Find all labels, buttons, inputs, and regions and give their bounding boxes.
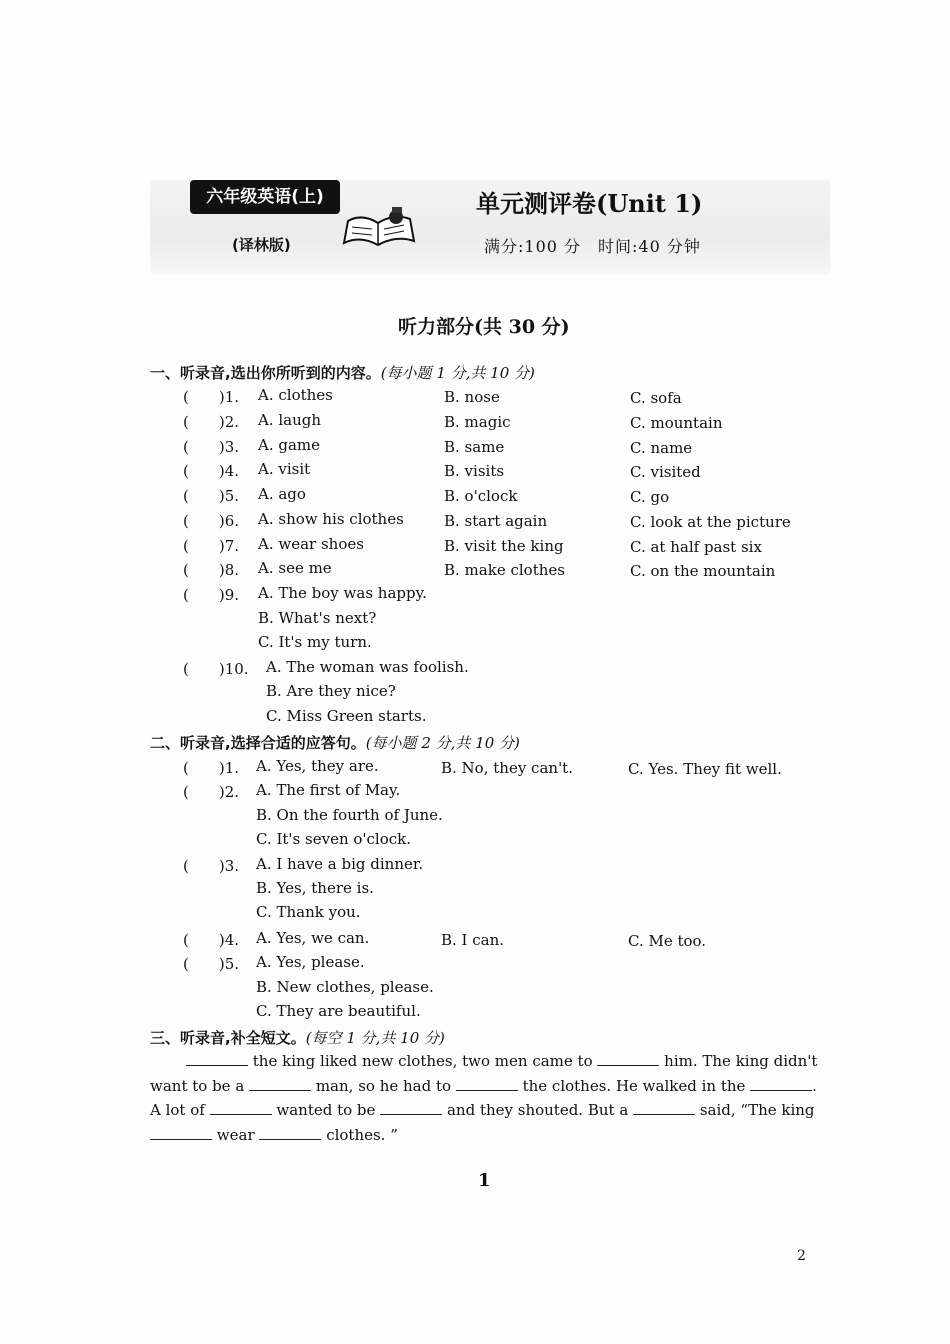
cloze-text: wanted to be bbox=[276, 1101, 376, 1119]
option-c: C. They are beautiful. bbox=[256, 1002, 421, 1020]
option-b: B. visit the king bbox=[444, 537, 564, 555]
sheet-number: 2 bbox=[797, 1248, 806, 1264]
part2-title bbox=[150, 732, 520, 753]
answer-blank[interactable] bbox=[259, 1127, 321, 1140]
option-b: B. What's next? bbox=[258, 609, 377, 627]
page-number: 1 bbox=[478, 1170, 491, 1191]
question-number: ( )4. bbox=[183, 462, 240, 480]
question-number: ( )2. bbox=[183, 413, 240, 431]
answer-blank[interactable] bbox=[210, 1102, 272, 1115]
option-c: C. look at the picture bbox=[630, 513, 791, 531]
cloze-text: clothes. ” bbox=[326, 1126, 398, 1144]
option-a: A. visit bbox=[258, 460, 311, 478]
question-number: ( )5. bbox=[183, 487, 240, 505]
option-c: C. at half past six bbox=[630, 538, 762, 556]
cloze-text: said, “The king bbox=[699, 1101, 815, 1119]
grade-badge: 六年级英语(上) bbox=[190, 180, 340, 214]
question-number: ( )5. bbox=[183, 955, 240, 973]
option-b: B. nose bbox=[444, 388, 500, 406]
answer-blank[interactable] bbox=[249, 1078, 311, 1091]
book-icon bbox=[340, 205, 420, 255]
answer-blank[interactable] bbox=[633, 1102, 695, 1115]
question-number: ( )3. bbox=[183, 857, 240, 875]
option-a: A. clothes bbox=[258, 386, 333, 404]
option-c: C. Yes. They fit well. bbox=[628, 760, 782, 778]
option-a: A. show his clothes bbox=[258, 510, 404, 528]
option-c: C. Miss Green starts. bbox=[266, 707, 427, 725]
part2-scoring-note: (每小题 2 分,共 10 分) bbox=[365, 734, 520, 752]
answer-blank[interactable] bbox=[380, 1102, 442, 1115]
option-c: C. It's seven o'clock. bbox=[256, 830, 412, 848]
option-c: C. mountain bbox=[630, 414, 723, 432]
option-a: A. I have a big dinner. bbox=[256, 855, 424, 873]
answer-blank[interactable] bbox=[150, 1127, 212, 1140]
cloze-line-2: want to be a man, so he had to the clothes. He walked in the . bbox=[150, 1077, 817, 1095]
option-c: C. sofa bbox=[630, 389, 682, 407]
cloze-text: wear bbox=[216, 1126, 255, 1144]
option-a: A. The boy was happy. bbox=[258, 584, 427, 602]
option-c: C. name bbox=[630, 439, 693, 457]
option-a: A. The woman was foolish. bbox=[266, 658, 469, 676]
option-c: C. Me too. bbox=[628, 932, 707, 950]
cloze-text: man, so he had to bbox=[315, 1077, 452, 1095]
question-number: ( )2. bbox=[183, 783, 240, 801]
option-b: B. visits bbox=[444, 462, 505, 480]
cloze-line-3 bbox=[150, 1101, 815, 1119]
option-b: B. make clothes bbox=[444, 561, 565, 579]
option-c: C. Thank you. bbox=[256, 903, 361, 921]
option-b: B. o'clock bbox=[444, 487, 518, 505]
option-a: A. Yes, they are. bbox=[256, 757, 379, 775]
cloze-text: A lot of bbox=[150, 1101, 205, 1119]
part3-title bbox=[150, 1027, 445, 1048]
question-number: ( )1. bbox=[183, 759, 240, 777]
section-heading: 听力部分(共 30 分) bbox=[398, 316, 570, 338]
option-c: C. go bbox=[630, 488, 670, 506]
question-number: ( )4. bbox=[183, 931, 240, 949]
option-a: A. game bbox=[258, 436, 321, 454]
option-c: C. on the mountain bbox=[630, 562, 776, 580]
option-a: A. ago bbox=[258, 485, 306, 503]
option-c: C. It's my turn. bbox=[258, 633, 372, 651]
cloze-text: want to be a bbox=[150, 1077, 245, 1095]
question-number: ( )10. bbox=[183, 660, 249, 678]
option-a: A. The first of May. bbox=[256, 781, 401, 799]
option-b: B. magic bbox=[444, 413, 511, 431]
option-b: B. On the fourth of June. bbox=[256, 806, 443, 824]
answer-blank[interactable] bbox=[597, 1053, 659, 1066]
cloze-text: and they shouted. But a bbox=[446, 1101, 629, 1119]
option-b: B. same bbox=[444, 438, 505, 456]
question-number: ( )6. bbox=[183, 512, 240, 530]
part2-title-text: 二、听录音,选择合适的应答句。 bbox=[150, 734, 366, 752]
page-title: 单元测评卷(Unit 1) bbox=[476, 189, 703, 218]
question-number: ( )1. bbox=[183, 388, 240, 406]
part1-scoring-note: (每小题 1 分,共 10 分) bbox=[380, 364, 535, 382]
option-a: A. laugh bbox=[258, 411, 322, 429]
option-b: B. Yes, there is. bbox=[256, 879, 374, 897]
part1-title-text: 一、听录音,选出你所听到的内容。 bbox=[150, 364, 381, 382]
option-b: B. New clothes, please. bbox=[256, 978, 434, 996]
cloze-text: the clothes. He walked in the bbox=[522, 1077, 746, 1095]
cloze-text: the king liked new clothes, two men came to bbox=[252, 1052, 593, 1070]
question-number: ( )7. bbox=[183, 537, 240, 555]
option-b: B. No, they can't. bbox=[441, 759, 573, 777]
score-time-info: 满分:100 分 时间:40 分钟 bbox=[484, 237, 701, 256]
cloze-line-4 bbox=[150, 1126, 398, 1144]
part1-title bbox=[150, 362, 535, 383]
answer-blank[interactable] bbox=[750, 1078, 812, 1091]
option-a: A. wear shoes bbox=[258, 535, 364, 553]
option-a: A. Yes, please. bbox=[256, 953, 365, 971]
option-b: B. I can. bbox=[441, 931, 505, 949]
part3-title-text: 三、听录音,补全短文。 bbox=[150, 1029, 306, 1047]
edition-label: (译林版) bbox=[232, 236, 291, 254]
option-c: C. visited bbox=[630, 463, 701, 481]
answer-blank[interactable] bbox=[186, 1053, 248, 1066]
answer-blank[interactable] bbox=[456, 1078, 518, 1091]
cloze-text: him. The king didn't bbox=[664, 1052, 818, 1070]
option-b: B. Are they nice? bbox=[266, 682, 396, 700]
option-b: B. start again bbox=[444, 512, 548, 530]
question-number: ( )3. bbox=[183, 438, 240, 456]
option-a: A. Yes, we can. bbox=[256, 929, 370, 947]
question-number: ( )8. bbox=[183, 561, 240, 579]
option-a: A. see me bbox=[258, 559, 332, 577]
cloze-line-1 bbox=[186, 1052, 817, 1070]
part3-scoring-note: (每空 1 分,共 10 分) bbox=[305, 1029, 445, 1047]
question-number: ( )9. bbox=[183, 586, 240, 604]
